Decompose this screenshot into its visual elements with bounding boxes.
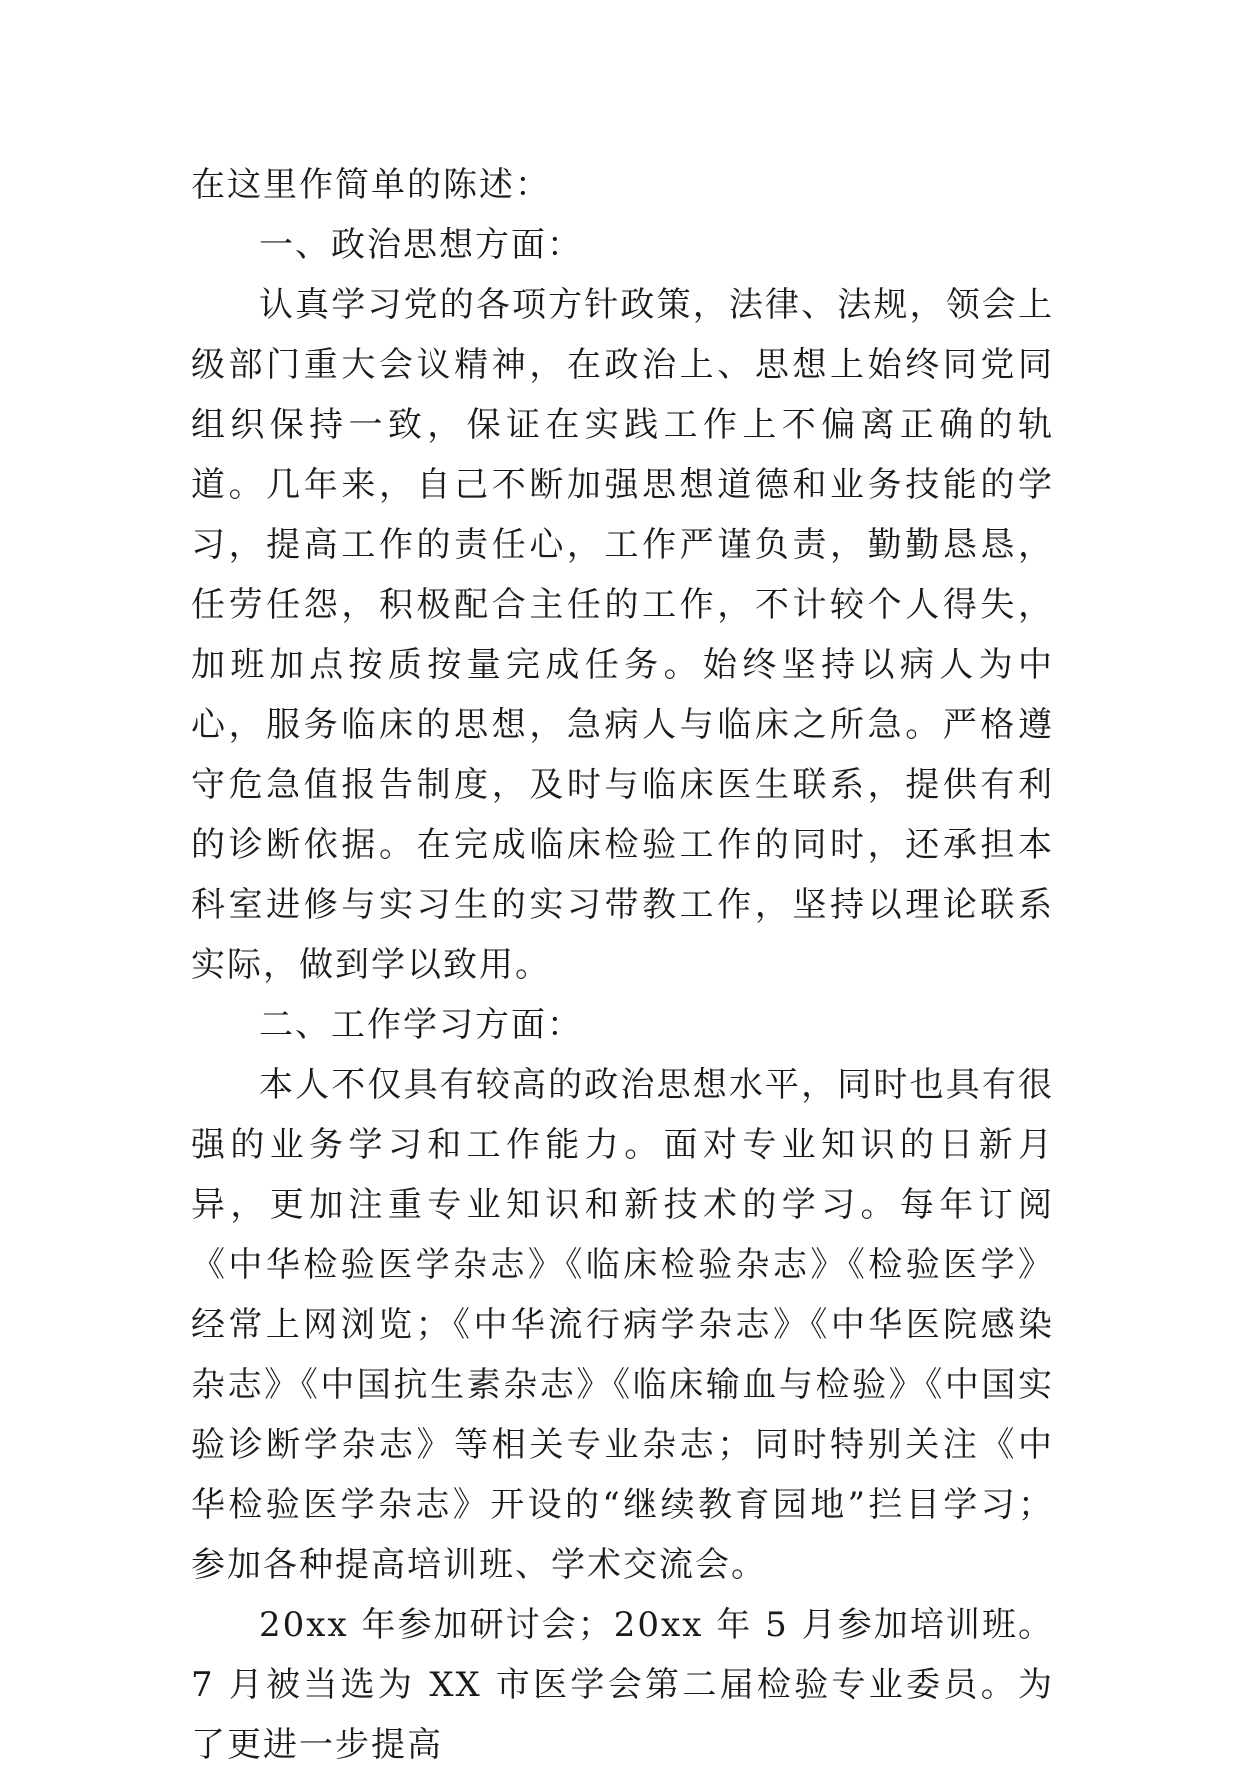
intro-paragraph: 在这里作简单的陈述： [191,165,551,205]
section-heading-work-study: 二、工作学习方面： [259,1005,583,1045]
document-body [191,155,1054,1775]
paragraph-political-thought: 认真学习党的各项方针政策，法律、法规，领会上级部门重大会议精神，在政治上、思想上始终同党同组织保持一致，保证在实践工作上不偏离正确的轨道。几年来，自己不断加强思想道德和业务技能的学习，提高工作的责任心，工作严谨负责，勤勤恳恳，任劳任怨，积极配合主任的工作，不计较个人得失，加班加点按质按量完成任务。始终坚持以病人为中心，服务临床的思想，急病人与临床之所急。严格遵守危急值报告制度，及时与临床医生联系，提供有利的诊断依据。在完成临床检验工作的同时，还承担本科室进修与实习生的实习带教工作，坚持以理论联系实际，做到学以致用。 [191,285,1054,985]
paragraph-work-study: 本人不仅具有较高的政治思想水平，同时也具有很强的业务学习和工作能力。面对专业知识的日新月异，更加注重专业知识和新技术的学习。每年订阅《中华检验医学杂志》《临床检验杂志》《检验医学》经常上网浏览；《中华流行病学杂志》《中华医院感染杂志》《中国抗生素杂志》《临床输血与检验》《中国实验诊断学杂志》等相关专业杂志；同时特别关注《中华检验医学杂志》开设的“继续教育园地”拦目学习；参加各种提高培训班、学术交流会。 [191,1065,1054,1585]
paragraph-training: 20xx 年参加研讨会；20xx 年 5 月参加培训班。7 月被当选为 XX 市医学会第二届检验专业委员。为了更进一步提高 [191,1605,1054,1765]
section-heading-political: 一、政治思想方面： [259,225,583,265]
